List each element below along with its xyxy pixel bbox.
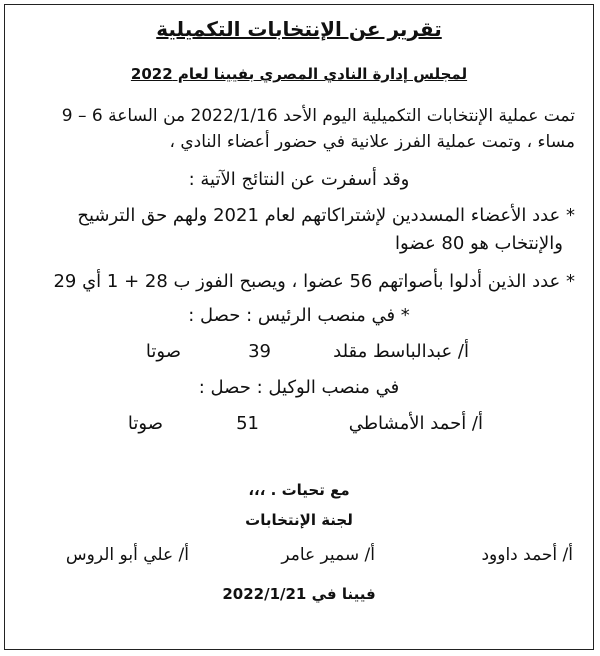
signer-1: أ/ أحمد داوود	[481, 545, 573, 565]
members-line-1: * عدد الأعضاء المسددين لإشتراكاتهم لعام 2021 ولهم حق الترشيح	[77, 205, 575, 226]
signers-row	[5, 545, 593, 575]
deputy-heading: في منصب الوكيل : حصل :	[198, 377, 400, 398]
president-heading: * في منصب الرئيس : حصل :	[188, 305, 410, 326]
greeting: مع تحيات . ،،،	[248, 481, 350, 499]
place-and-date: فيينا في 2022/1/21	[222, 585, 376, 603]
report-subtitle: لمجلس إدارة النادي المصري بفيينا لعام 2022	[130, 65, 468, 83]
president-votes-unit: صوتا	[145, 341, 181, 362]
report-page	[4, 4, 594, 650]
president-name: أ/ عبدالباسط مقلد	[333, 341, 469, 362]
president-votes: 39	[248, 341, 271, 362]
committee-name: لجنة الإنتخابات	[245, 511, 353, 529]
signer-2: أ/ سمير عامر	[281, 545, 375, 565]
deputy-votes-unit: صوتا	[127, 413, 163, 434]
voters-line: * عدد الذين أدلوا بأصواتهم 56 عضوا ، ويصبح الفوز ب 28 + 1 أي 29	[53, 271, 575, 292]
report-title: تقرير عن الإنتخابات التكميلية	[156, 17, 442, 41]
signer-3: أ/ علي أبو الروس	[65, 545, 189, 565]
deputy-name: أ/ أحمد الأمشاطي	[348, 413, 483, 434]
results-heading: وقد أسفرت عن النتائج الآتية :	[188, 169, 410, 190]
deputy-votes: 51	[236, 413, 259, 434]
members-line-2: والإنتخاب هو 80 عضوا	[395, 233, 563, 254]
intro-line-1: تمت عملية الإنتخابات التكميلية اليوم الأحد 2022/1/16 من الساعة 6 – 9	[61, 106, 575, 126]
intro-line-2: مساء ، وتمت عملية الفرز علانية في حضور أعضاء النادي ،	[169, 132, 575, 152]
